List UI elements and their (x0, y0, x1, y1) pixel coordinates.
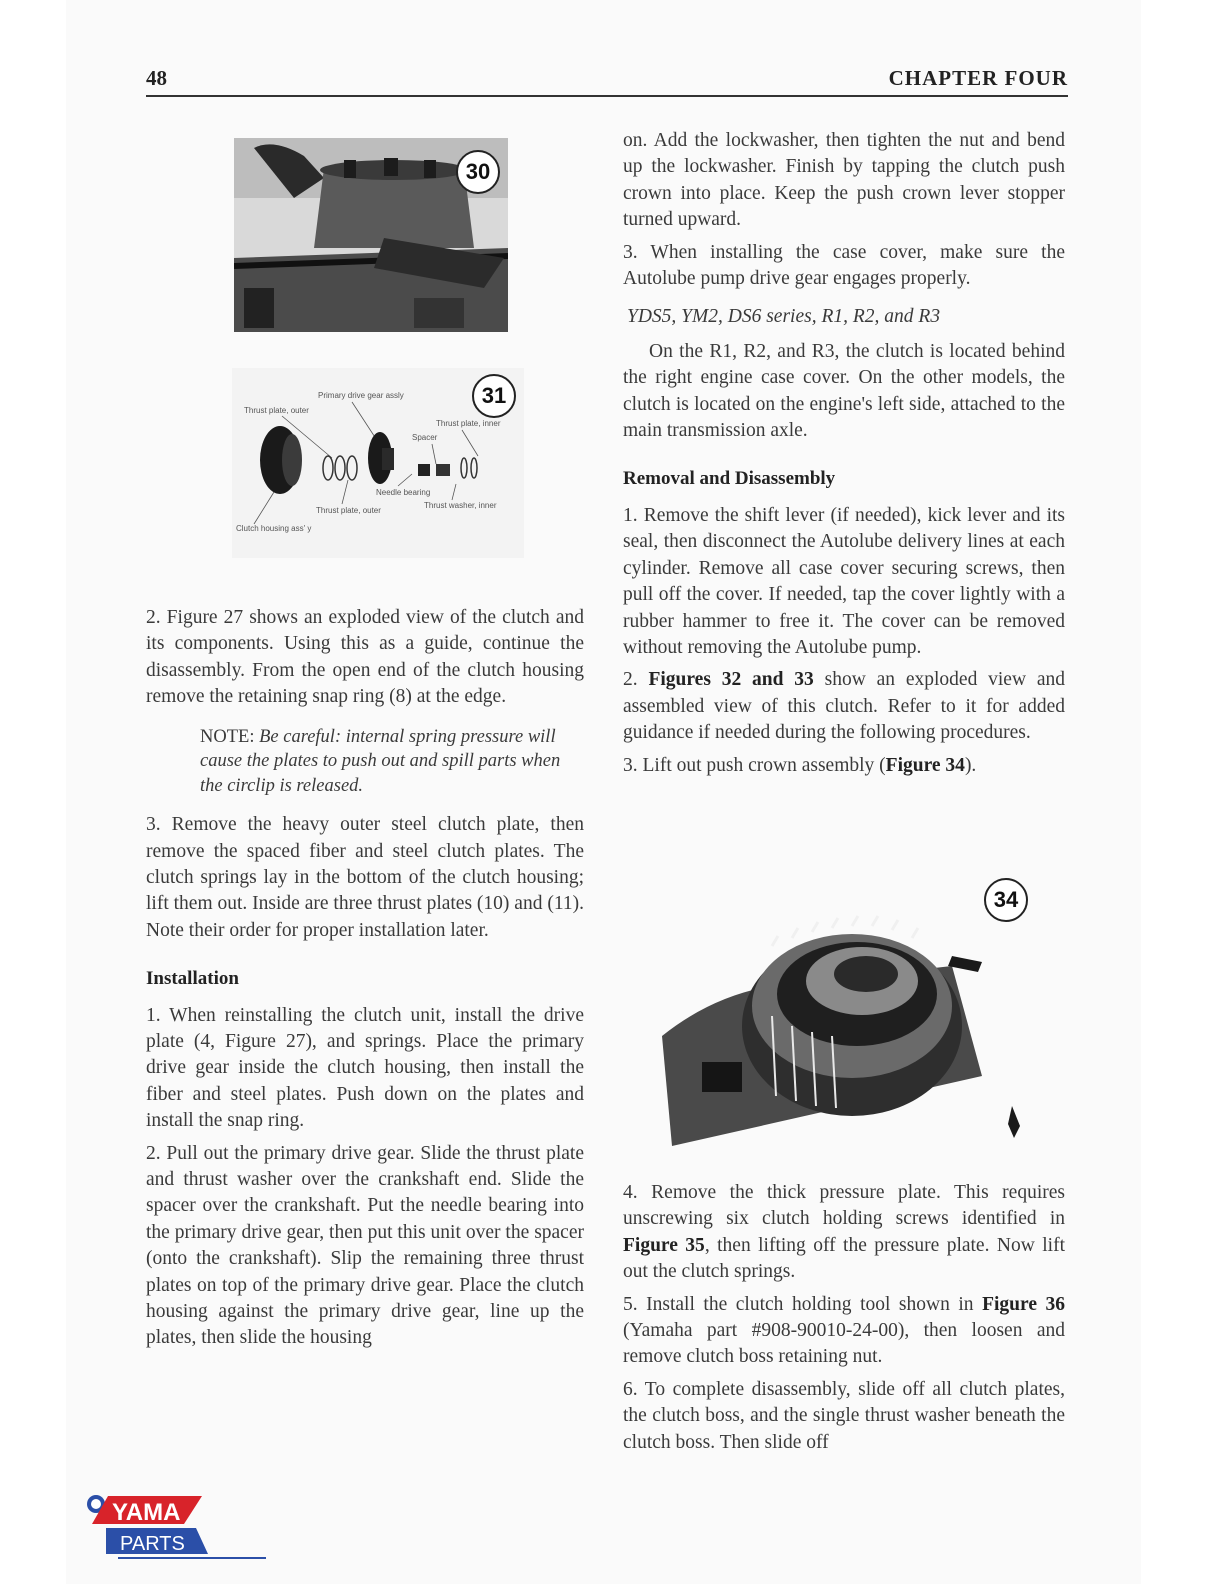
installation-step2: 2. Pull out the primary drive gear. Slide the thrust plate and thrust washer over the crankshaft end. Slide the spacer over the crankshaft. Put the needle bearing into the primary drive gear, then put this unit over the spacer (onto the crankshaft). Slip the remaining three thrust plates on top of the primary drive gear. Place the clutch housing against the primary drive gear, line up the plates, then slide the housing (146, 1142, 584, 1349)
yamaha-parts-logo (86, 1492, 266, 1562)
removal-step5: 5. Install the clutch holding tool shown in Figure 36 (Yamaha part #908-90010-24-00), then loosen and remove clutch boss retaining nut. (623, 1293, 1066, 1368)
removal-step4: 4. Remove the thick pressure plate. This requires unscrewing six clutch holding screws identified in Figure 35, then lifting off the pressure plate. Now lift out the clutch springs. (623, 1182, 1065, 1283)
removal-step6: 6. To complete disassembly, slide off all clutch plates, the clutch boss, and the single thrust washer beneath the clutch boss. Then slide off (623, 1378, 1065, 1453)
figure-31-number: 31 (472, 374, 516, 418)
figure-30-photo (234, 138, 508, 332)
figure-30-number: 30 (456, 150, 500, 194)
paragraph-continued: on. Add the lockwasher, then tighten the nut and bend up the lockwasher. Finish by tapping the clutch push crown into place. Keep the push crown lever stopper turned upward. (623, 130, 1065, 231)
note-label: NOTE: (200, 726, 255, 747)
installation-step1: 1. When reinstalling the clutch unit, install the drive plate (4, Figure 27), and springs. Place the primary drive gear inside the clutch housing, then install the fiber and steel plates. Push down on the plates and install the snap ring. (146, 1004, 584, 1132)
clutch-photo-34 (652, 876, 1042, 1148)
label-thrust-plate-outer-bottom: Thrust plate, outer (316, 506, 381, 515)
label-thrust-plate-inner: Thrust plate, inner (436, 419, 501, 428)
removal-heading: Removal and Disassembly (623, 468, 836, 490)
label-needle-bearing: Needle bearing (376, 488, 431, 497)
figure-34-photo (652, 876, 1042, 1148)
figure-34-number: 34 (984, 878, 1028, 922)
label-spacer: Spacer (412, 433, 438, 442)
paragraph-step2: 2. Figure 27 shows an exploded view of the clutch and its components. Using this as a guide, continue the disassembly. From the open end of the clutch housing remove the retaining snap ring (8) at the edge. (146, 607, 584, 708)
left-column (146, 605, 584, 1358)
page-number: 48 (146, 66, 167, 90)
figure-31-diagram (232, 368, 524, 558)
label-clutch-housing: Clutch housing ass' y (236, 524, 312, 533)
series-intro: On the R1, R2, and R3, the clutch is located behind the right engine case cover. On the other models, the clutch is located on the engine's left side, attached to the main transmission axle. (623, 340, 1065, 442)
removal-step3: 3. Lift out push crown assembly (Figure 34). (623, 754, 977, 776)
logo-bottom-text: PARTS (120, 1533, 185, 1555)
paragraph-step3: 3. Remove the heavy outer steel clutch plate, then remove the spaced fiber and steel clutch plates. The clutch springs lay in the bottom of the clutch housing; lift them out. Inside are three thrust plates (10) and (11). Note their order for proper installation later. (146, 814, 584, 941)
right-column-top (623, 128, 1065, 785)
removal-step2: 2. Figures 32 and 33 show an exploded view and assembled view of this clutch. Refer to it for added guidance if needed during the following procedures. (623, 669, 1066, 744)
note-block (200, 725, 584, 799)
label-thrust-washer-inner: Thrust washer, inner (424, 501, 497, 510)
logo-top-text: YAMA (112, 1499, 181, 1526)
logo-underline (118, 1557, 266, 1559)
installation-step3: 3. When installing the case cover, make sure the Autolube pump drive gear engages properly. (623, 241, 1065, 290)
label-thrust-plate-outer-top: Thrust plate, outer (244, 406, 309, 415)
note-text: Be careful: internal spring pressure will cause the plates to push out and spill parts when the circlip is released. (200, 726, 561, 796)
header-rule (146, 95, 1068, 97)
installation-heading: Installation (146, 968, 239, 990)
chapter-title: CHAPTER FOUR (888, 66, 1068, 90)
label-primary-drive-gear: Primary drive gear assly (318, 391, 404, 400)
right-column-bottom (623, 1180, 1065, 1462)
series-heading: YDS5, YM2, DS6 series, R1, R2, and R3 (627, 306, 941, 328)
removal-step1: 1. Remove the shift lever (if needed), kick lever and its seal, then disconnect the Autolube delivery lines at each cylinder. Remove all case cover securing screws, then pull off the cover. If needed, tap the cover lightly with a rubber hammer to free it. The cover can be removed without removing the Autolube pump. (623, 504, 1065, 658)
clutch-housing-part (260, 426, 302, 494)
